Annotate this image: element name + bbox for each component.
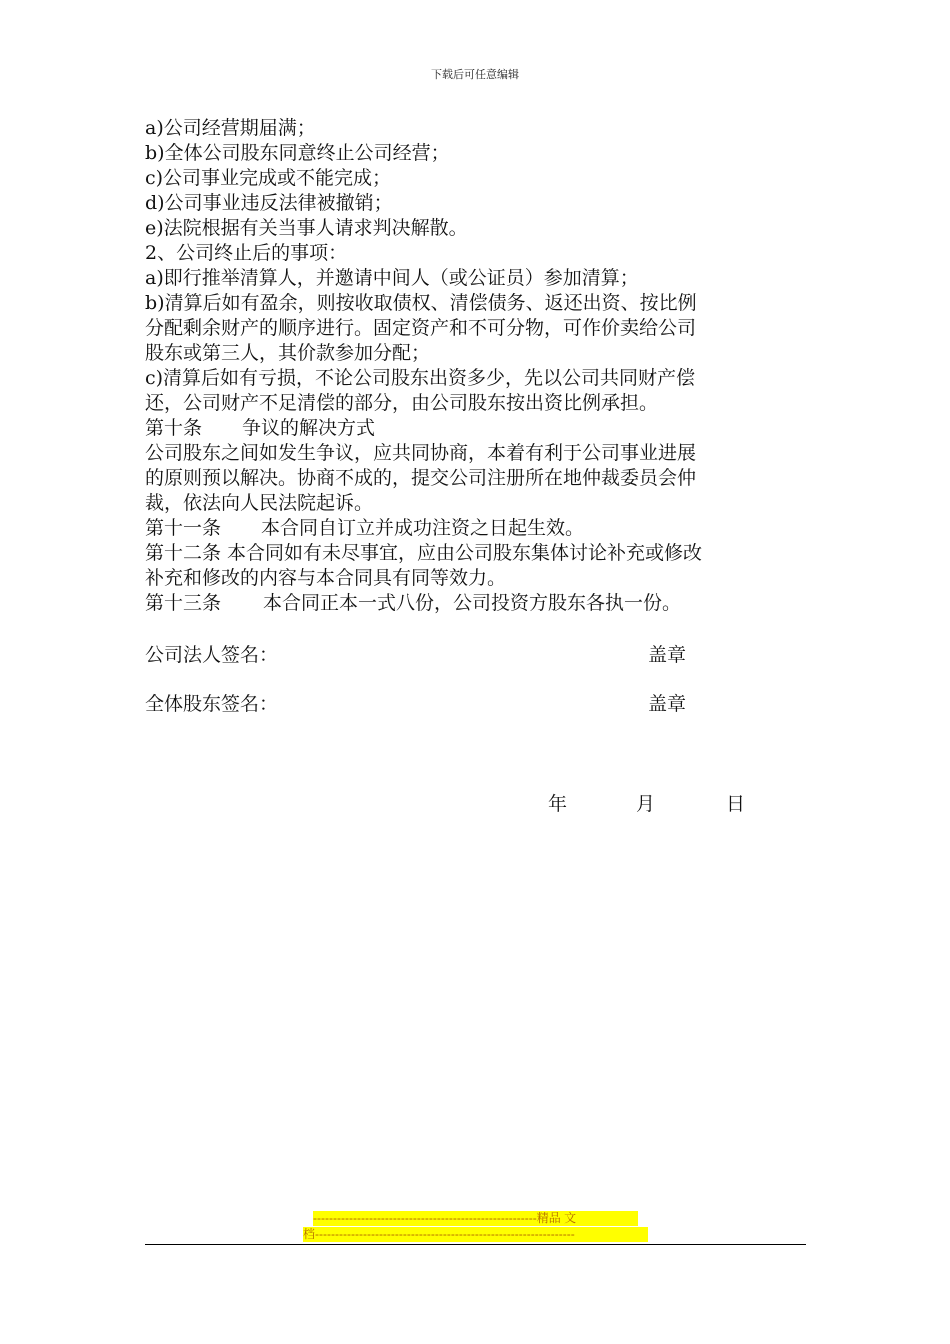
article-number: 第十条: [145, 417, 203, 439]
article-13: [145, 591, 810, 616]
clause-line: c)公司事业完成或不能完成；: [145, 167, 392, 189]
date-year: 年: [548, 793, 568, 815]
article-number: 第十三条: [145, 592, 222, 614]
clause-line: b)全体公司股东同意终止公司经营；: [145, 142, 450, 164]
article-text: 本合同正本一式八份，公司投资方股东各执一份。: [263, 592, 682, 614]
legal-rep-seal-label: 盖章: [648, 644, 687, 666]
article-12-line: 补充和修改的内容与本合同具有同等效力。: [145, 567, 507, 589]
article-text-line: 公司股东之间如发生争议，应共同协商，本着有利于公司事业进展: [145, 442, 697, 464]
footer-watermark-line-2: 档-----------------------------------------------------------------: [303, 1227, 648, 1242]
legal-rep-signature-label: 公司法人签名：: [145, 644, 279, 666]
article-12-line: 第十二条 本合同如有未尽事宜，应由公司股东集体讨论补充或修改: [145, 542, 703, 564]
footer-watermark-line-1: --------------------------------------------------------精品 文: [313, 1211, 638, 1226]
clause-line: a)即行推举清算人，并邀请中间人（或公证员）参加清算；: [145, 267, 639, 289]
clause-line: 2、公司终止后的事项：: [145, 242, 348, 264]
shareholders-seal-label: 盖章: [648, 693, 687, 715]
clause-line: b)清算后如有盈余，则按收取债权、清偿债务、返还出资、按比例: [145, 292, 697, 314]
article-text-line: 的原则预以解决。协商不成的，提交公司注册所在地仲裁委员会仲: [145, 467, 697, 489]
article-title: 争议的解决方式: [242, 417, 376, 439]
clause-line: c)清算后如有亏损，不论公司股东出资多少，先以公司共同财产偿: [145, 367, 696, 389]
date-day: 日: [726, 793, 746, 815]
article-10-heading: [145, 416, 810, 441]
shareholders-signature-label: 全体股东签名：: [145, 693, 279, 715]
clause-line: 分配剩余财产的顺序进行。固定资产和不可分物，可作价卖给公司: [145, 317, 697, 339]
date-month: 月: [636, 793, 656, 815]
article-text: 本合同自订立并成功注资之日起生效。: [261, 517, 585, 539]
article-number: 第十一条: [145, 517, 222, 539]
article-11: [145, 516, 810, 541]
clause-line: d)公司事业违反法律被撤销；: [145, 192, 393, 214]
clause-line: a)公司经营期届满；: [145, 117, 316, 139]
page-header-note: 下载后可任意编辑: [431, 68, 519, 81]
clause-line: 股东或第三人，其价款参加分配；: [145, 342, 431, 364]
footer-divider: [145, 1244, 806, 1245]
contract-body: [145, 116, 810, 616]
article-text-line: 裁，依法向人民法院起诉。: [145, 492, 374, 514]
clause-line: e)法院根据有关当事人请求判决解散。: [145, 217, 468, 239]
clause-line: 还，公司财产不足清偿的部分，由公司股东按出资比例承担。: [145, 392, 659, 414]
